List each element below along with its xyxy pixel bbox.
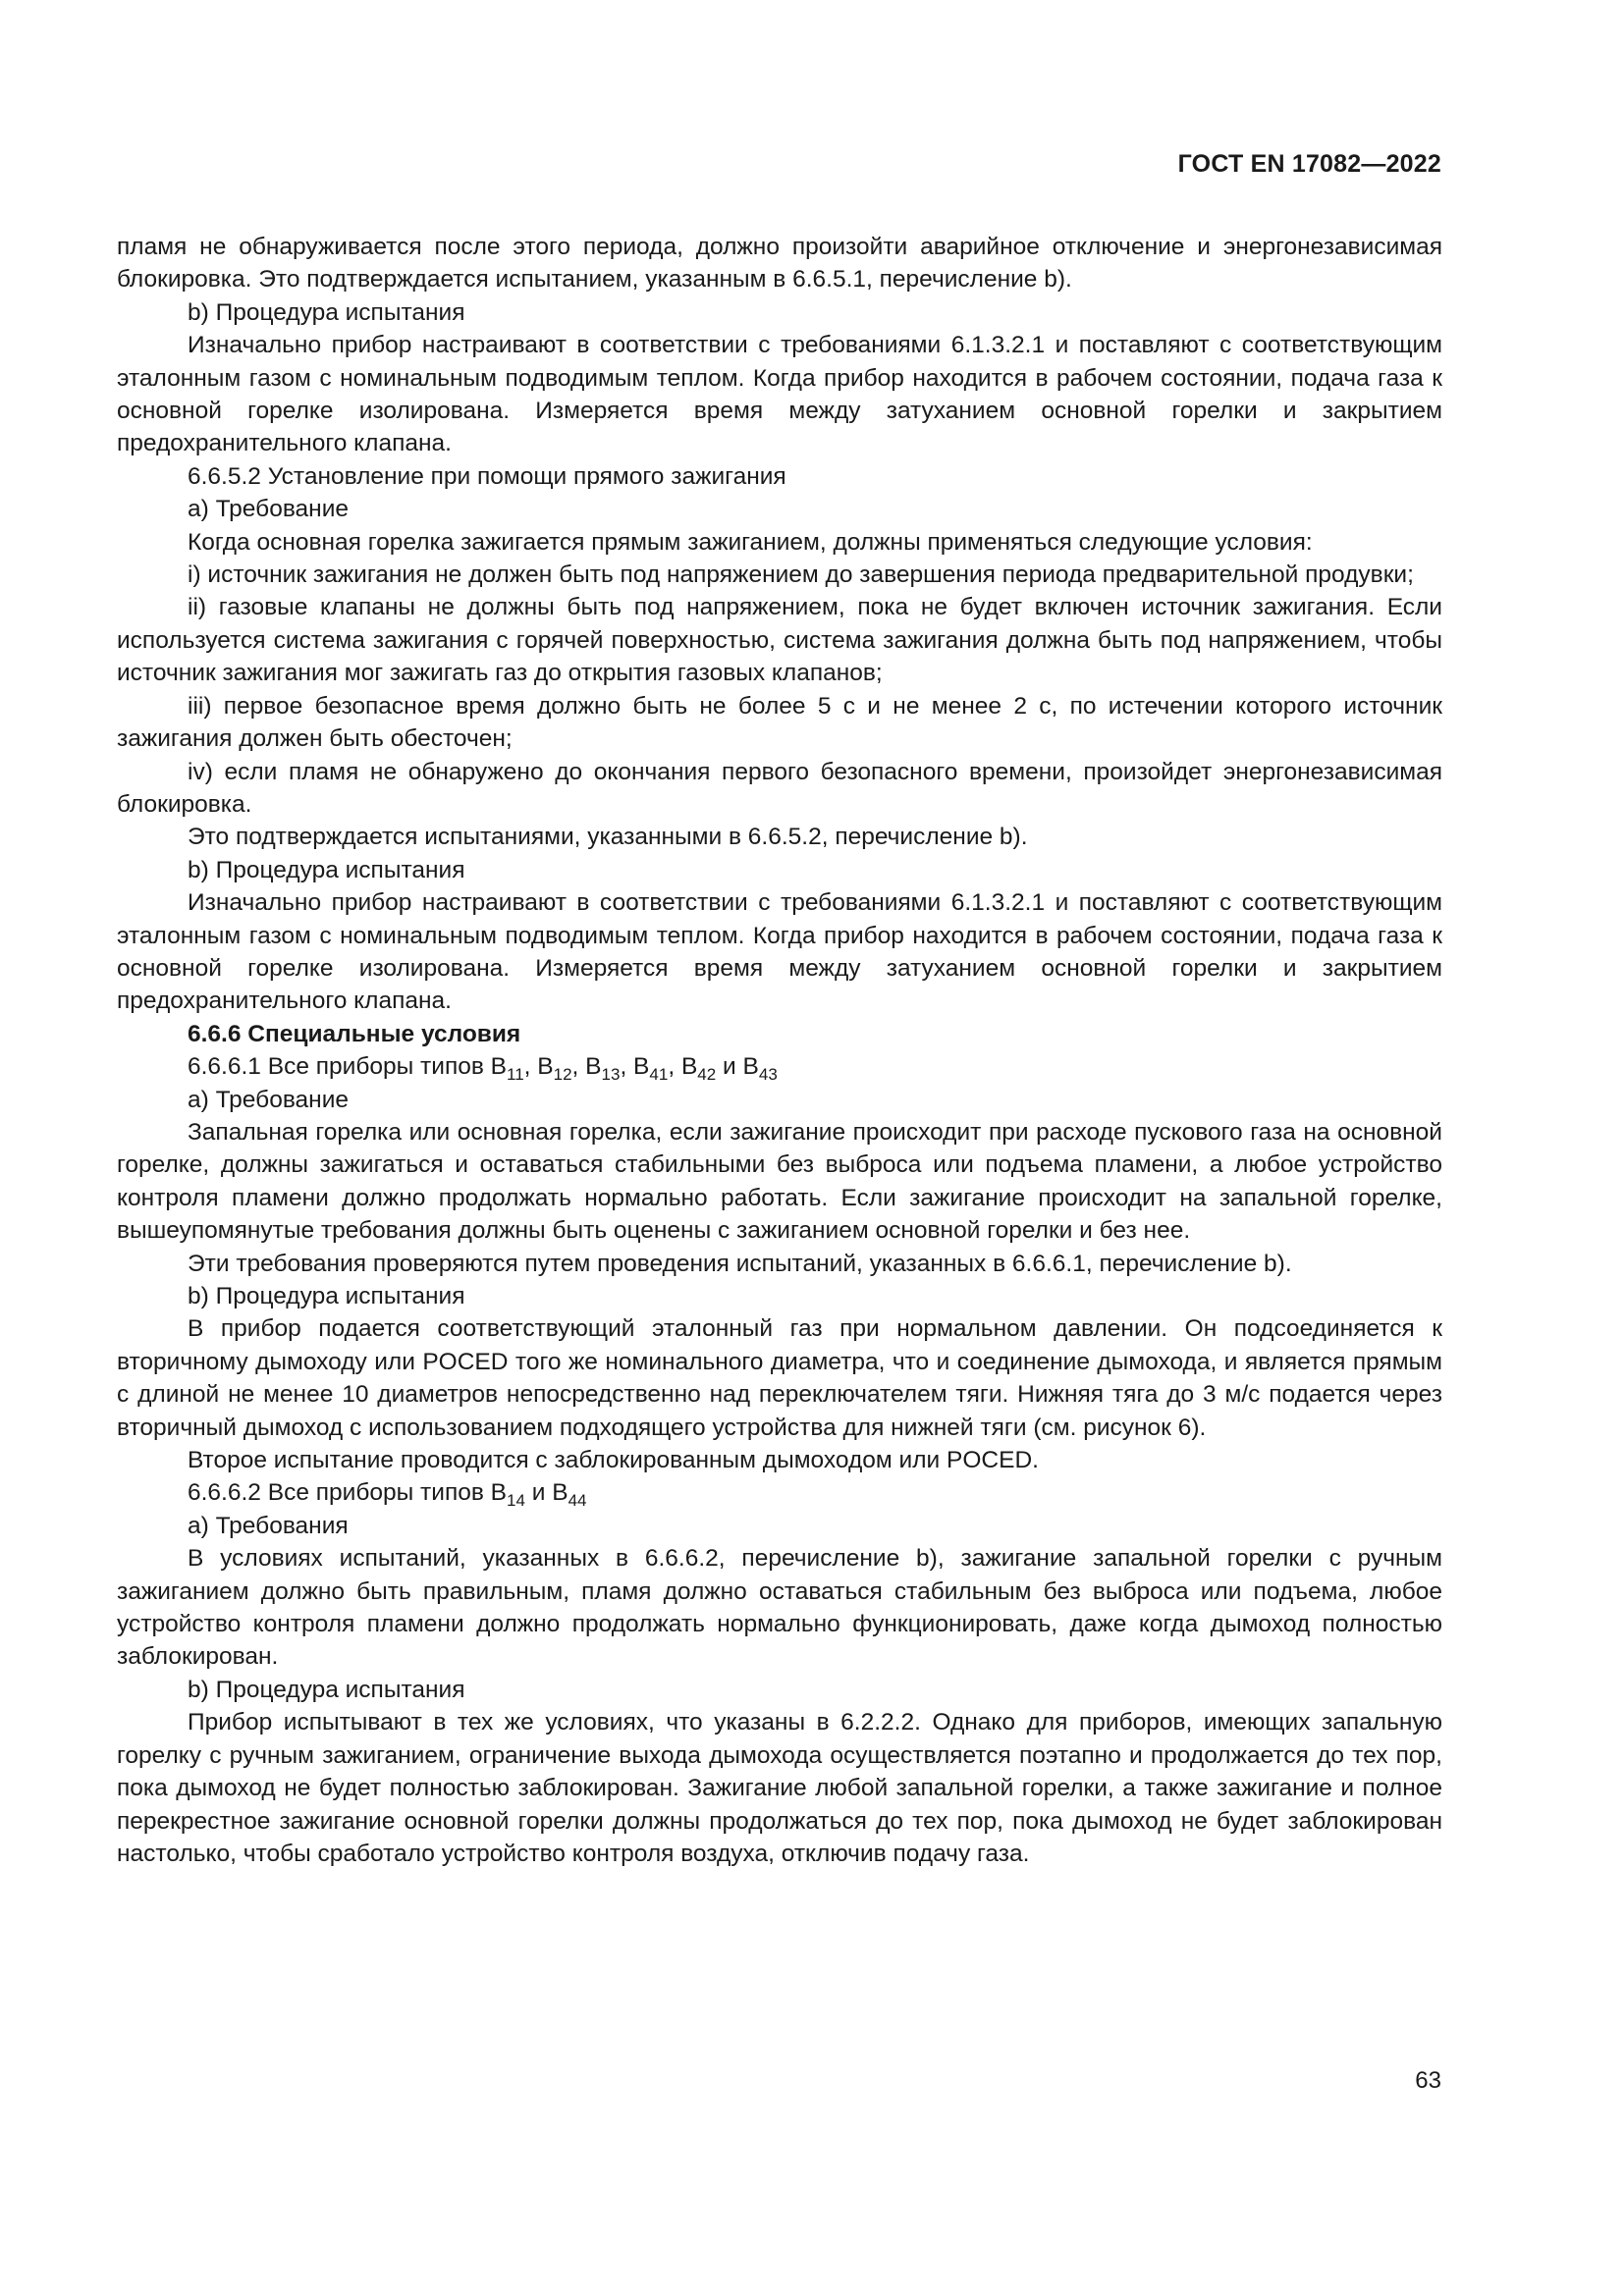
paragraph: В прибор подается соответствующий эталонный газ при нормальном давлении. Он подсоединяется к вторичному дымоходу или POCED того же номинального диаметра, что и соединение дымохода, и является прямым с длиной не менее 10 диаметров непосредственно над переключателем тяги. Нижняя тяга до 3 м/с подается через вторичный дымоход с использованием подходящего устройства для нижней тяги (см. рисунок 6).: [117, 1315, 1442, 1441]
paragraph: Запальная горелка или основная горелка, если зажигание происходит при расходе пускового газа на основной горелке, должны зажигаться и оставаться стабильными без выброса или подъема пламени, а любое устройство контроля пламени должно продолжать нормально работать. Если зажигание происходит на запальной горелке, вышеупомянутые требования должны быть оценены с зажиганием основной горелки и без нее.: [117, 1118, 1442, 1245]
type-subscript: 11: [507, 1065, 524, 1085]
paragraph: Изначально прибор настраивают в соответствии с требованиями 6.1.3.2.1 и поставляют с соответствующим эталонным газом с номинальным подводимым теплом. Когда прибор находится в рабочем состоянии, подача газа к основной горелке изолирована. Измеряется время между затуханием основной горелки и закрытием предохранительного клапана.: [117, 332, 1442, 457]
paragraph: а) Требование: [188, 1086, 350, 1113]
type-separator: и B: [716, 1053, 759, 1081]
page-number: 63: [1415, 2067, 1441, 2094]
type-separator: , B: [668, 1053, 698, 1081]
paragraph: b) Процедура испытания: [188, 298, 465, 326]
paragraph: b) Процедура испытания: [188, 856, 465, 883]
paragraph: iii) первое безопасное время должно быть не более 5 с и не менее 2 с, по истечении которого источник зажигания должен быть обесточен;: [117, 692, 1442, 753]
type-separator: , B: [571, 1053, 602, 1081]
paragraph: а) Требования: [188, 1512, 349, 1539]
type-separator: и B: [524, 1479, 568, 1507]
standard-designation: ГОСТ EN 17082—2022: [1177, 150, 1441, 178]
subsection-title-text: 6.6.6.2 Все приборы типов B: [188, 1479, 507, 1507]
type-subscript: 13: [601, 1065, 621, 1085]
subsection-title: [117, 1476, 1442, 1509]
subsection-title-text: 6.6.6.1 Все приборы типов B: [188, 1053, 507, 1081]
paragraph: а) Требование: [188, 496, 350, 523]
paragraph: пламя не обнаруживается после этого периода, должно произойти аварийное отключение и энергонезависимая блокировка. Это подтверждается испытанием, указанным в 6.6.5.1, перечисление b).: [117, 234, 1442, 294]
type-subscript: 44: [568, 1491, 587, 1511]
type-separator: , B: [523, 1053, 554, 1081]
paragraph: Второе испытание проводится с заблокированным дымоходом или POCED.: [188, 1447, 1039, 1474]
paragraph: Эти требования проверяются путем проведения испытаний, указанных в 6.6.6.1, перечисление b).: [188, 1250, 1292, 1277]
section-heading: 6.6.6 Специальные условия: [188, 1020, 521, 1047]
type-subscript: 41: [649, 1065, 669, 1085]
paragraph: Изначально прибор настраивают в соответствии с требованиями 6.1.3.2.1 и поставляют с соответствующим эталонным газом с номинальным подводимым теплом. Когда прибор находится в рабочем состоянии, подача газа к основной горелке изолирована. Измеряется время между затуханием основной горелки и закрытием предохранительного клапана.: [117, 889, 1442, 1015]
paragraph: b) Процедура испытания: [188, 1676, 465, 1703]
paragraph: i) источник зажигания не должен быть под напряжением до завершения периода предварительной продувки;: [188, 561, 1414, 589]
type-subscript: 42: [697, 1065, 717, 1085]
paragraph: ii) газовые клапаны не должны быть под напряжением, пока не будет включен источник зажигания. Если используется система зажигания с горячей поверхностью, система зажигания должна быть под напряжением, чтобы источник зажигания мог зажигать газ до открытия газовых клапанов;: [117, 594, 1442, 687]
type-subscript: 12: [553, 1065, 572, 1085]
document-body: [117, 231, 1442, 1870]
paragraph: Когда основная горелка зажигается прямым зажиганием, должны применяться следующие условия:: [188, 528, 1313, 556]
paragraph: b) Процедура испытания: [188, 1283, 465, 1309]
paragraph: iv) если пламя не обнаружено до окончания первого безопасного времени, произойдет энергонезависимая блокировка.: [117, 758, 1442, 818]
type-subscript: 14: [507, 1491, 525, 1511]
paragraph: Прибор испытывают в тех же условиях, что указаны в 6.2.2.2. Однако для приборов, имеющих запальную горелку с ручным зажиганием, ограничение выхода дымохода осуществляется поэтапно и продолжается до тех пор, пока дымоход не будет полностью заблокирован. Зажигание любой запальной горелки, а также зажигание и полное перекрестное зажигание основной горелки должны продолжаться до тех пор, пока дымоход не будет заблокирован настолько, чтобы сработало устройство контроля воздуха, отключив подачу газа.: [117, 1709, 1442, 1867]
paragraph: В условиях испытаний, указанных в 6.6.6.2, перечисление b), зажигание запальной горелки с ручным зажиганием должно быть правильным, пламя должно оставаться стабильным без выброса или подъема, любое устройство контроля пламени должно продолжать нормально функционировать, даже когда дымоход полностью заблокирован.: [117, 1545, 1442, 1671]
subsection-title: [117, 1050, 1442, 1083]
paragraph: 6.6.5.2 Установление при помощи прямого зажигания: [188, 462, 786, 490]
type-subscript: 43: [758, 1065, 778, 1085]
type-separator: , B: [620, 1053, 650, 1081]
paragraph: Это подтверждается испытаниями, указанными в 6.6.5.2, перечисление b).: [188, 824, 1028, 851]
